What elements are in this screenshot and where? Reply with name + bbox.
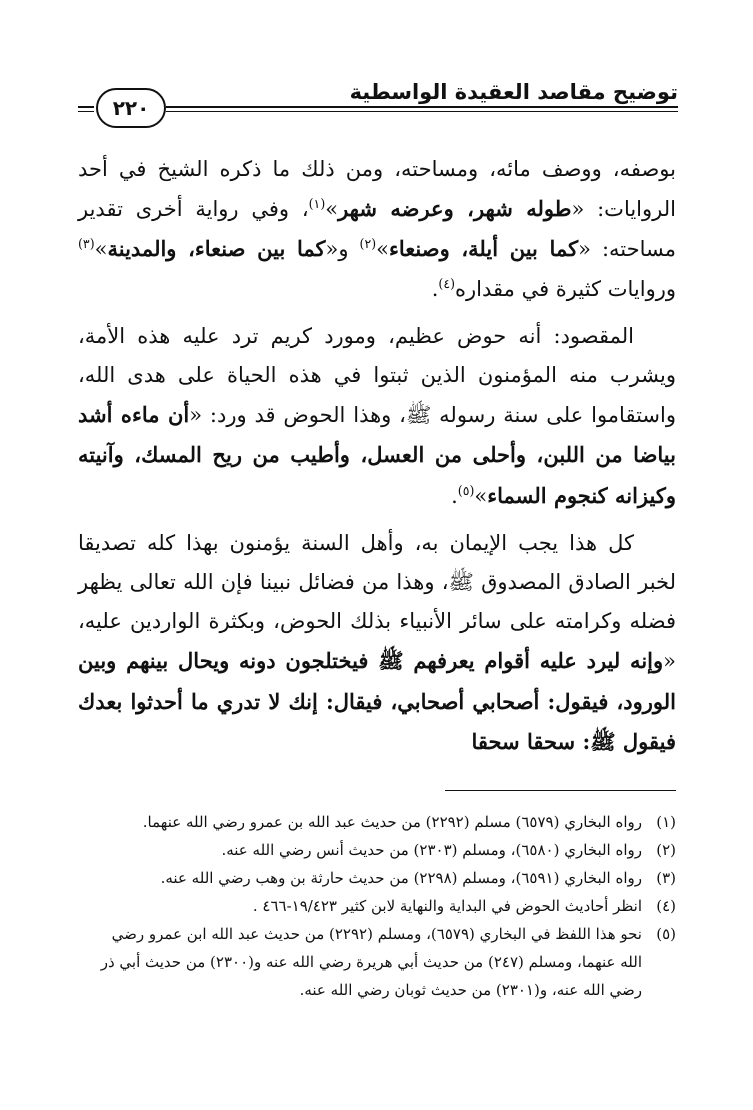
paragraph-2: المقصود: أنه حوض عظيم، ومورد كريم ترد عليه هذه الأمة، ويشرب منه المؤمنون الذين ثبتوا في هذه الحياة على هدى الله، واستقاموا على سنة رسوله ﷺ، وهذا الحوض قد ورد: «أن ماءه أشد بياضا من اللبن، وأحلى من العسل، وأطيب من ريح المسك، وآنيته وكيزانه كنجوم السماء»$^{(٥)}$.	[78, 323, 676, 508]
footnote-ref: (٢)	[359, 236, 377, 252]
hadith-quote: طوله شهر، وعرضه شهر	[338, 196, 572, 222]
footnote-ref: (١)	[308, 196, 326, 212]
paragraph-3: كل هذا يجب الإيمان به، وأهل السنة يؤمنون بهذا كله تصديقا لخبر الصادق المصدوق ﷺ، وهذا من فضائل نبينا فإن الله تعالى يظهر فضله وكرامته على سائر الأنبياء بذلك الحوض، وبكثرة الواردين عليه، «وإنه ليرد عليه أقوام يعرفهم ﷺ فيختلجون دونه ويحال بينهم وبين الورود، فيقول: أصحابي أصحابي، فيقال: إنك لا تدري ما أحدثوا بعدك فيقول ﷺ: سحقا سحقا	[78, 530, 676, 754]
footnote-number: (١)	[656, 813, 676, 831]
footnote-number: (٢)	[656, 841, 676, 859]
footnote-item	[90, 892, 676, 920]
footnote-separator	[445, 790, 676, 791]
footnote-number: (٥)	[656, 925, 676, 943]
footnote-number: (٤)	[656, 897, 676, 915]
running-title: توضيح مقاصد العقيدة الواسطية	[349, 80, 678, 104]
footnote-item	[90, 836, 676, 864]
footnote-ref: (٣)	[78, 236, 95, 252]
footnote-ref: (٤)	[438, 275, 456, 291]
page-header	[78, 70, 678, 130]
hadith-quote: كما بين صنعاء، والمدينة	[107, 236, 326, 262]
hadith-quote: كما بين أيلة، وصنعاء	[389, 236, 579, 262]
page-number: ٢٢٠	[96, 88, 166, 128]
footnote-text: انظر أحاديث الحوض في البداية والنهاية لابن كثير ١٩/٤٢٣-٤٦٦ .	[252, 897, 642, 915]
hadith-quote: أن ماءه أشد بياضا من اللبن، وأحلى من العسل، وأطيب من ريح المسك، وآنيته وكيزانه كنجوم السماء	[78, 402, 676, 508]
footnote-item	[90, 864, 676, 892]
main-text	[78, 150, 676, 762]
footnote-number: (٣)	[656, 869, 676, 887]
hadith-quote: وإنه ليرد عليه أقوام يعرفهم ﷺ فيختلجون دونه ويحال بينهم وبين الورود، فيقول: أصحابي أصحابي، فيقال: إنك لا تدري ما أحدثوا بعدك فيقول ﷺ: سحقا سحقا	[78, 648, 676, 754]
footnote-item	[90, 808, 676, 836]
footnote-text: رواه البخاري (٦٥٧٩) مسلم (٢٢٩٢) من حديث عبد الله بن عمرو رضي الله عنهما.	[142, 813, 642, 831]
footnote-text: رواه البخاري (٦٥٨٠)، ومسلم (٢٣٠٣) من حديث أنس رضي الله عنه.	[221, 841, 642, 859]
footnote-item	[90, 920, 676, 1004]
footnotes	[90, 808, 676, 1004]
paragraph-1: بوصفه، ووصف مائه، ومساحته، ومن ذلك ما ذكره الشيخ في أحد الروايات: «طوله شهر، وعرضه شهر»$^{(١)}$، وفي رواية أخرى تقدير مساحته: «كما بين أيلة، وصنعاء»$^{(٢)}$ و«كما بين صنعاء، والمدينة»$^{(٣)}$ وروايات كثيرة في مقداره$^{(٤)}$.	[78, 157, 677, 301]
footnote-ref: (٥)	[457, 482, 475, 498]
footnote-text: نحو هذا اللفظ في البخاري (٦٥٧٩)، ومسلم (٢٢٩٢) من حديث عبد الله ابن عمرو رضي الله عنهما، ومسلم (٢٤٧) من حديث أبي هريرة رضي الله عنه و(٢٣٠٠) من حديث أبي ذر رضي الله عنه، و(٢٣٠١) من حديث ثوبان رضي الله عنه.	[100, 925, 642, 999]
footnote-text: رواه البخاري (٦٥٩١)، ومسلم (٢٢٩٨) من حديث حارثة بن وهب رضي الله عنه.	[160, 869, 642, 887]
page-number-frame	[78, 88, 182, 128]
